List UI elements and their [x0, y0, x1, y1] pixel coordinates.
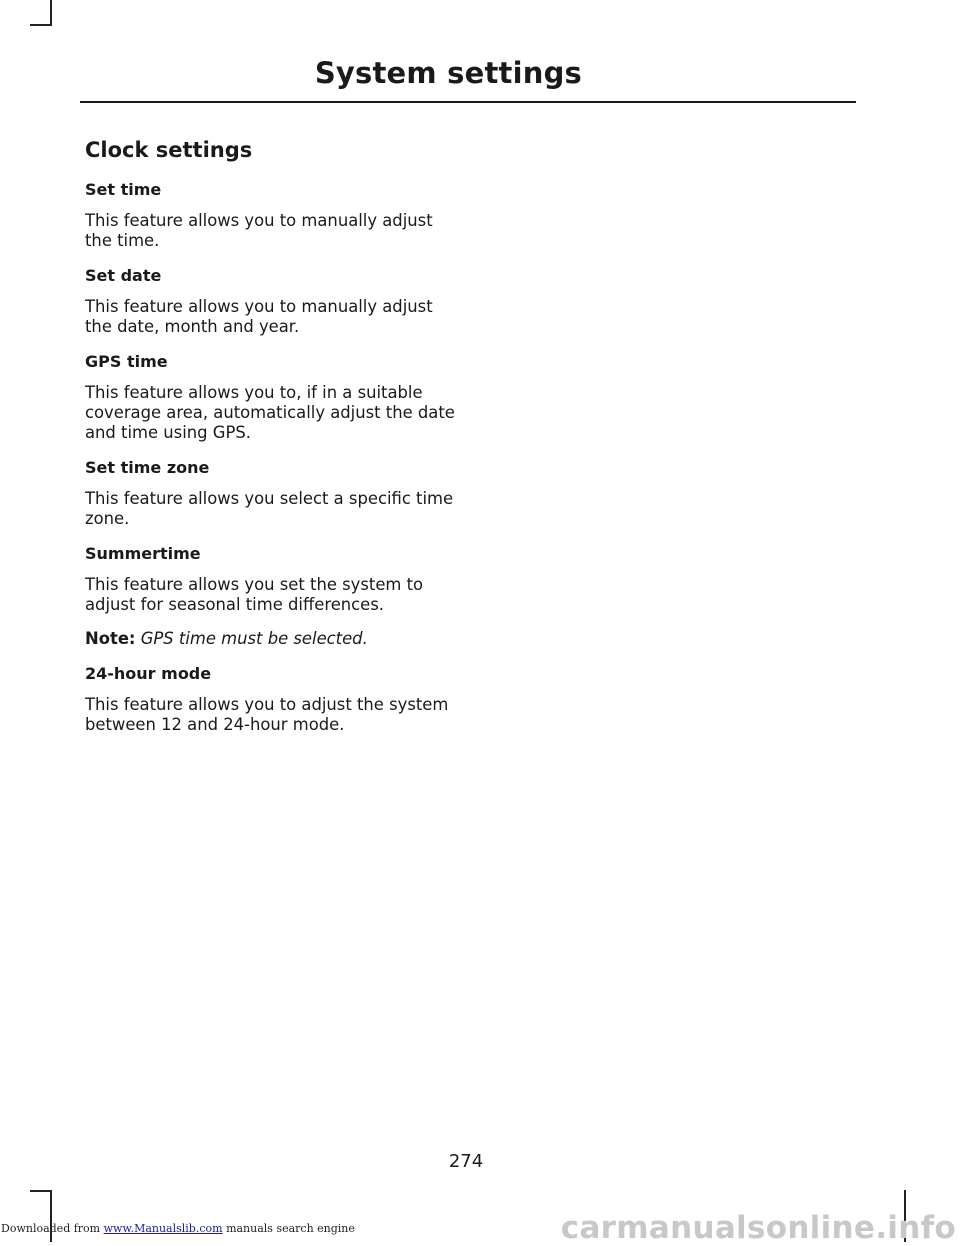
crop-mark-top-left-v — [50, 0, 52, 26]
page-number: 274 — [448, 1151, 484, 1172]
subheading-set-time-zone: Set time zone — [85, 458, 210, 477]
page-title: System settings — [314, 56, 582, 90]
manualslib-link[interactable]: www.Manualslib.com — [103, 1222, 223, 1235]
paragraph-set-time: This feature allows you to manually adjust the time. — [85, 211, 433, 250]
note-label: Note: — [85, 629, 136, 648]
crop-mark-bottom-left-h — [30, 1190, 52, 1192]
subheading-24-hour-mode: 24-hour mode — [85, 664, 212, 683]
footer-prefix: Downloaded from — [1, 1222, 101, 1235]
paragraph-set-date: This feature allows you to manually adjust the date, month and year. — [85, 297, 433, 336]
footer-suffix: manuals search engine — [226, 1222, 355, 1235]
header-rule — [80, 101, 856, 103]
subheading-summertime: Summertime — [85, 544, 201, 563]
page-content — [85, 136, 455, 749]
subheading-set-date: Set date — [85, 266, 162, 285]
crop-mark-top-left-h — [30, 24, 52, 26]
watermark-logo: carmanualsonline.info — [560, 1210, 956, 1246]
subheading-set-time: Set time — [85, 180, 162, 199]
section-title: Clock settings — [85, 138, 253, 162]
paragraph-set-time-zone: This feature allows you select a specific time zone. — [85, 489, 454, 528]
note-text: GPS time must be selected. — [140, 629, 368, 648]
paragraph-gps-time: This feature allows you to, if in a suitable coverage area, automatically adjust the date and time using GPS. — [85, 383, 455, 442]
subheading-gps-time: GPS time — [85, 352, 168, 371]
paragraph-summertime: This feature allows you set the system to adjust for seasonal time differences. — [85, 575, 424, 614]
note — [85, 629, 455, 649]
download-footer — [1, 1222, 355, 1235]
paragraph-24-hour-mode: This feature allows you to adjust the system between 12 and 24-hour mode. — [85, 695, 449, 734]
